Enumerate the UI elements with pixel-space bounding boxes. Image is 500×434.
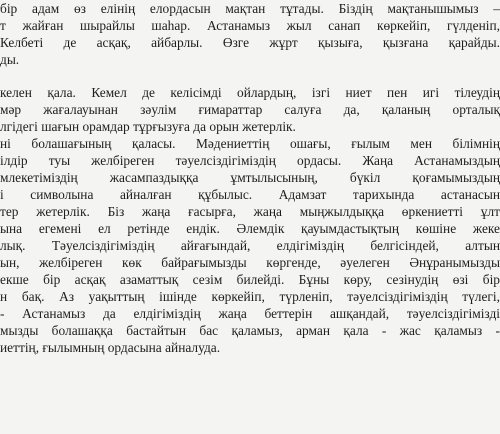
text-line: екше бір асқақ азаматтық сезім билейді. Бұны көру, сезінудің өзі бір: [0, 272, 500, 287]
text-line: ына егемені ел ретінде ендік. Әлемдік қауымдастықтың көшіне жеке: [0, 221, 500, 236]
text-line: ды.: [0, 52, 20, 67]
text-line: млекетіміздің жасампаздыққа ұмтылысының, бүкіл қоғамымыздың: [0, 170, 500, 185]
text-line: лық. Тәуелсіздігіміздің айғағындай, елдігіміздің белгісіндей, алтын: [0, 238, 500, 253]
text-line: н бақ. Аз уақыттың ішінде көркейіп, түрленіп, тәуелсіздігіміздің түлегі,: [0, 289, 500, 304]
text-line: ын, желбіреген көк байрағымызды көргенде, әуелеген Әнұранымызды: [0, 255, 500, 270]
text-line: лгідегі шағын орамдар тұрғызуға да орын жетерлік.: [0, 119, 296, 134]
text-line: і символына айналған құбылыс. Адамзат тарихында астанасын: [0, 187, 500, 202]
text-line: ілдір туы желбіреген тәуелсіздігіміздің ордасы. Жаңа Астанамыздың: [0, 153, 500, 168]
text-line: келен қала. Кемел де келісімді ойлардың, ізгі ниет пен игі тілеудің: [0, 85, 500, 100]
text-line: мәр жағалауынан зәулім ғимараттар салуға да, қаланың орталық: [0, 102, 500, 117]
text-line: иеттің, ғылымның ордасына айналуда.: [0, 340, 221, 355]
text-line: ні болашағының қаласы. Мәдениеттің ошағы, ғылым мен білімнің: [0, 136, 500, 151]
text-line: т жайған шырайлы шаһар. Астанамыз жыл санап көркейіп, гүлденіп,: [0, 18, 500, 33]
text-line: мызды болашаққа бастайтын бас қаламыз, арман қала - жас қаламыз -: [0, 323, 500, 338]
text-line: тер жетерлік. Біз жаңа ғасырға, жаңа мыңжылдыққа өркениетті ұлт: [0, 204, 500, 219]
text-line: бір адам өз елінің елордасын мақтан тұтады. Біздің мақтанышымыз –: [0, 1, 500, 16]
text-line: - Астанамыз да елдігіміздің жаңа беттерін ашқандай, тәуелсіздігімізді: [0, 306, 500, 321]
text-line: Келбеті де асқақ, айбарлы. Өзге жұрт қызыға, қызғана қарайды.: [0, 35, 500, 50]
